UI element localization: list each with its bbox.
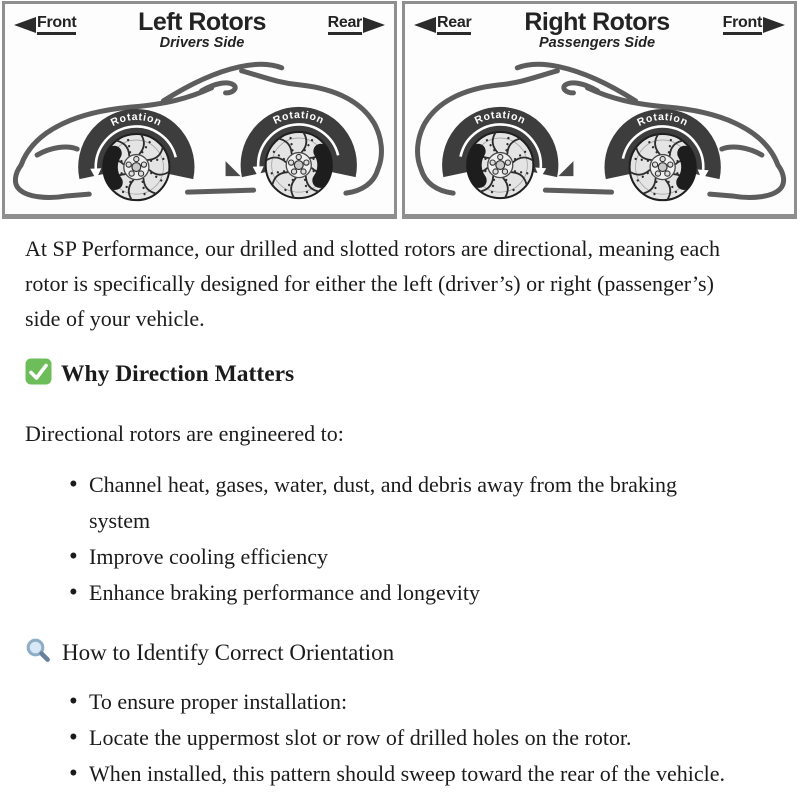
- orientation-list: [25, 684, 760, 792]
- car-diagram-right: [405, 56, 794, 210]
- svg-text:Rotation: Rotation: [635, 110, 691, 129]
- list-item: • Enhance braking performance and longevity: [89, 575, 729, 611]
- rear-direction-label: [328, 15, 385, 35]
- list-item: • Channel heat, gases, water, dust, and debris away from the braking system: [89, 467, 729, 539]
- check-mark-icon: [25, 358, 52, 392]
- arrow-left-icon: [414, 17, 436, 33]
- panel-header: [5, 4, 394, 54]
- svg-text:Rotation: Rotation: [271, 108, 327, 127]
- direction-label-text: Front: [723, 15, 762, 35]
- magnifier-icon: [25, 637, 52, 669]
- intro-paragraph: At SP Performance, our drilled and slotted rotors are directional, meaning each rotor is specifically designed for either the left (driver’s) or right (passenger’s) side of your vehicle.: [25, 236, 721, 331]
- panel-header: [405, 4, 794, 54]
- front-direction-label: [723, 15, 785, 35]
- direction-label-text: Rear: [437, 15, 471, 35]
- panel-title-block: [524, 10, 669, 52]
- direction-label-text: Front: [37, 15, 76, 35]
- section-heading-identify-orientation: [25, 637, 760, 669]
- lead-paragraph: Directional rotors are engineered to:: [25, 420, 344, 446]
- list-item: • To ensure proper installation:: [89, 684, 729, 720]
- direction-label-text: Rear: [328, 15, 362, 35]
- section-title: How to Identify Correct Orientation: [62, 640, 395, 666]
- section-title: Why Direction Matters: [61, 361, 295, 387]
- panel-right-rotors: [402, 1, 797, 219]
- panel-title: Right Rotors: [524, 8, 670, 36]
- panel-title-block: [138, 10, 266, 52]
- list-item: • Improve cooling efficiency: [89, 539, 729, 575]
- car-diagram-left: [5, 56, 394, 210]
- svg-text:Rotation: Rotation: [472, 108, 528, 127]
- panel-subtitle: Passengers Side: [538, 35, 656, 51]
- arrow-left-icon: [14, 17, 36, 33]
- list-item: • Locate the uppermost slot or row of drilled holes on the rotor.: [89, 720, 729, 756]
- arrow-right-icon: [363, 17, 385, 33]
- section-heading-why-direction-matters: [25, 358, 760, 392]
- panel-left-rotors: [2, 1, 397, 219]
- arrow-right-icon: [763, 17, 785, 33]
- benefits-list: [25, 467, 760, 611]
- panel-title: Left Rotors: [138, 8, 266, 36]
- rear-direction-label: [414, 15, 471, 35]
- front-direction-label: [14, 15, 76, 35]
- svg-text:Rotation: Rotation: [108, 110, 164, 129]
- list-item: • When installed, this pattern should sweep toward the rear of the vehicle.: [89, 756, 729, 792]
- rotor-direction-figure: [0, 0, 800, 219]
- panel-subtitle: Drivers Side: [159, 35, 245, 51]
- article-body: [0, 231, 800, 792]
